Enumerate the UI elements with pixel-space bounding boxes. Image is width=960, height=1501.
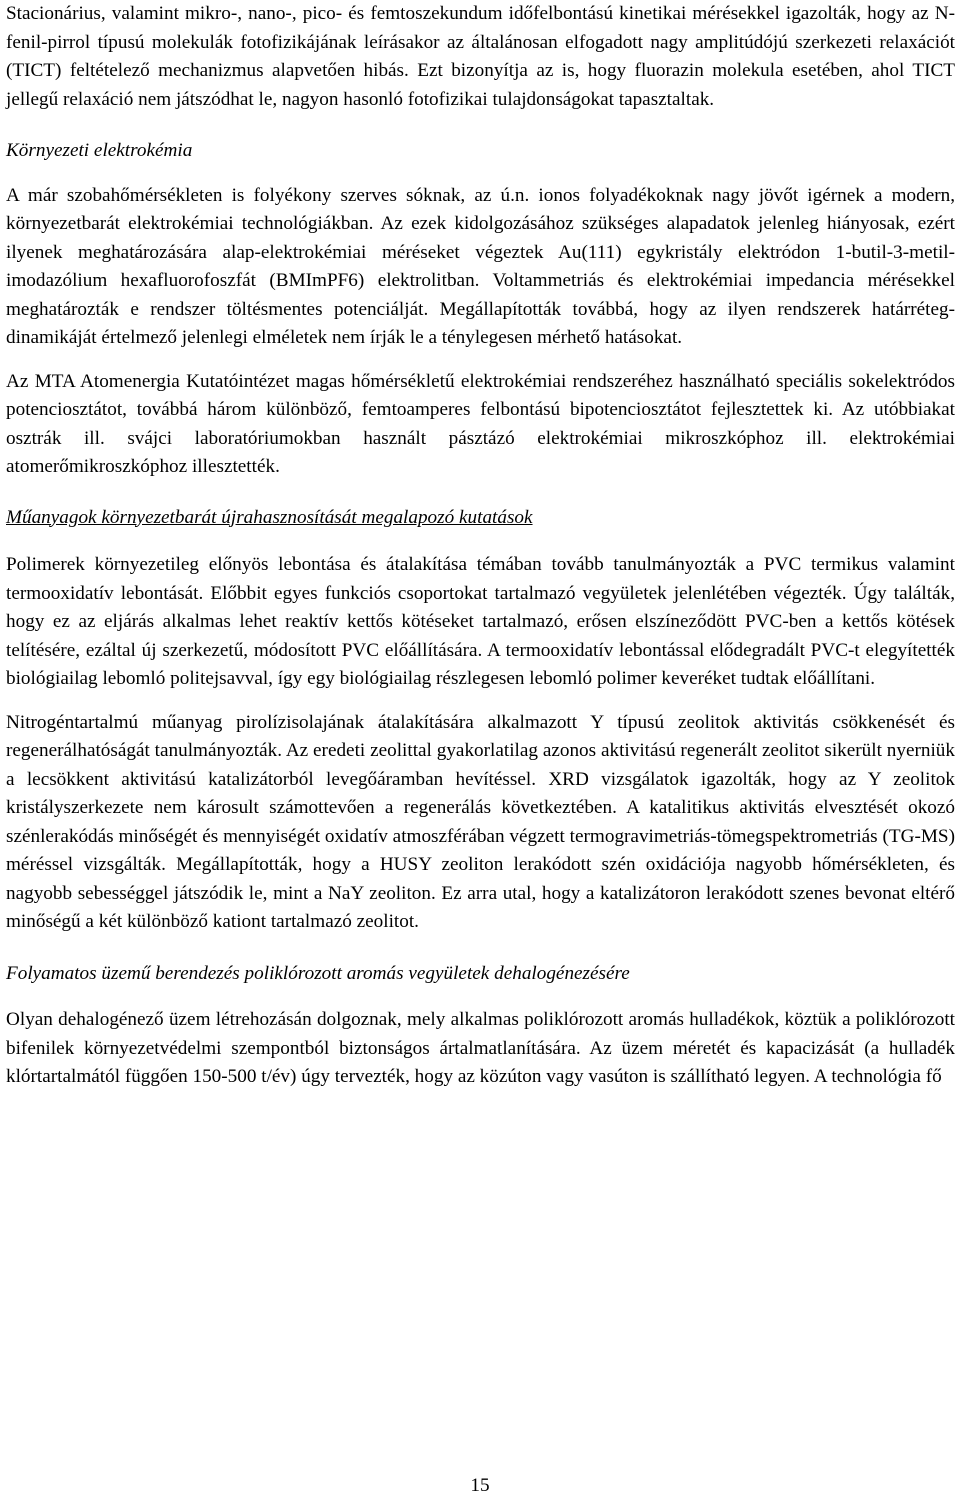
paragraph-tict-photophysics: Stacionárius, valamint mikro-, nano-, pico- és femtoszekundum időfelbontású kinetikai mérésekkel igazolták, hogy az N-fenil-pirrol típusú molekulák fotofizikájának leírásakor az általánosan elfogadott nagy amplitúdójú szerkezeti relaxációt (TICT) feltételező mechanizmus alapvetően hibás. Ezt bizonyítja az is, hogy fluorazin molekula esetében, ahol TICT jellegű relaxáció nem játszódhat le, nagyon hasonló fotofizikai tulajdonságokat tapasztaltak. xyxy=(6,3,955,110)
section-heading-environmental-electrochemistry: Környezeti elektrokémia xyxy=(6,140,193,161)
paragraph-zeolite-regeneration: Nitrogéntartalmú műanyag pirolízisolajának átalakítására alkalmazott Y típusú zeolitok aktivitás csökkenését és regenerálhatóságát tanulmányozták. Az eredeti zeolittal gyakorlatilag azonos aktivitású regenerált zeolitot sikerült nyerniük a lecsökkent aktivitású katalizátorból levegőáramban hevítéssel. XRD vizsgálatok igazolták, hogy az Y zeolitok kristályszerkezete nem károsult számottevően a regenerálás következtében. A katalitikus aktivitás elvesztését okozó szénlerakódás minőségét és mennyiségét oxidatív atmoszférában végzett termogravimetriás-tömegspektrometriás (TG-MS) méréssel vizsgálták. Megállapították, hogy a HUSY zeoliton lerakódott szén oxidációja nagyobb hőmérsékleten, és nagyobb sebességgel játszódik le, mint a NaY zeoliton. Ez arra utal, hogy a katalizátoron lerakódott szenes bevonat eltérő minőségű a két különböző kationt tartalmazó zeolitot. xyxy=(6,711,955,932)
paragraph-dehalogenation: Olyan dehalogénező üzem létrehozásán dolgoznak, mely alkalmas poliklórozott aromás hulladékok, köztük a poliklórozott bifenilek környezetvédelmi szempontból biztonságos ártalmatlanítására. Az üzem méretét és kapacizását (a hulladék klórtartalmától függően 150-500 t/év) úgy tervezték, hogy az közúton vagy vasúton is szállítható legyen. A technológia fő xyxy=(6,1009,955,1087)
section-heading-dehalogenation-plant: Folyamatos üzemű berendezés poliklórozott aromás vegyületek dehalogénezésére xyxy=(6,962,630,984)
paragraph-potentiostat: Az MTA Atomenergia Kutatóintézet magas hőmérsékletű elektrokémiai rendszeréhez használható speciális sokelektródos potenciosztátot, továbbá három különböző, femtoamperes felbontású bipotenciosztátot fejlesztettek ki. Az utóbbiakat osztrák ill. svájci laboratóriumokban használt pásztázó elektrokémiai mikroszkóphoz ill. elektrokémiai atomerőmikroszkóphoz illesztették. xyxy=(6,370,955,477)
paragraph-ionic-liquids: A már szobahőmérsékleten is folyékony szerves sóknak, az ú.n. ionos folyadékoknak nagy jövőt igérnek a modern, környezetbarát elektrokémiai technológiákban. Az ezek kidolgozásához szükséges alapadatok jelenleg hiányosak, ezért ilyenek meghatározására alap-elektrokémiai méréseket végeztek Au(111) egykristály elektródon 1-butil-3-metil-imodazólium hexafluorofoszfát (BMImPF6) elektrolitban. Voltammetriás és elektrokémiai impedancia mérésekkel meghatározták e rendszer töltésmentes potenciálját. Megállapították továbbá, hogy az ilyen rendszerek határréteg-dinamikáját értelmező jelenlegi elméletek nem írják le a ténylegesen mérhető hatásokat. xyxy=(6,184,955,348)
page-number: 15 xyxy=(470,1475,490,1496)
paragraph-pvc-degradation: Polimerek környezetileg előnyös lebontása és átalakítása témában tovább tanulmányozták a PVC termikus valamint termooxidatív lebontását. Előbbit egyes funkciós csoportokat tartalmazó vegyületek jelenlétében végezték. Úgy találták, hogy ez az eljárás alkalmas lehet reaktív kettős kötéseket tartalmazó, erősen elszíneződött PVC-ben a kettős kötések telítésére, ezáltal új szerkezetű, módosított PVC előállítására. A termooxidatív lebontással elődegradált PVC-t elegyítették biológiailag lebomló politejsavval, így egy biológiailag részlegesen lebomló polimer keveréket tudtak előállítani. xyxy=(6,554,955,689)
section-heading-plastics-recycling: Műanyagok környezetbarát újrahasznosítását megalapozó kutatások xyxy=(6,506,533,528)
document-page xyxy=(6,0,955,1092)
